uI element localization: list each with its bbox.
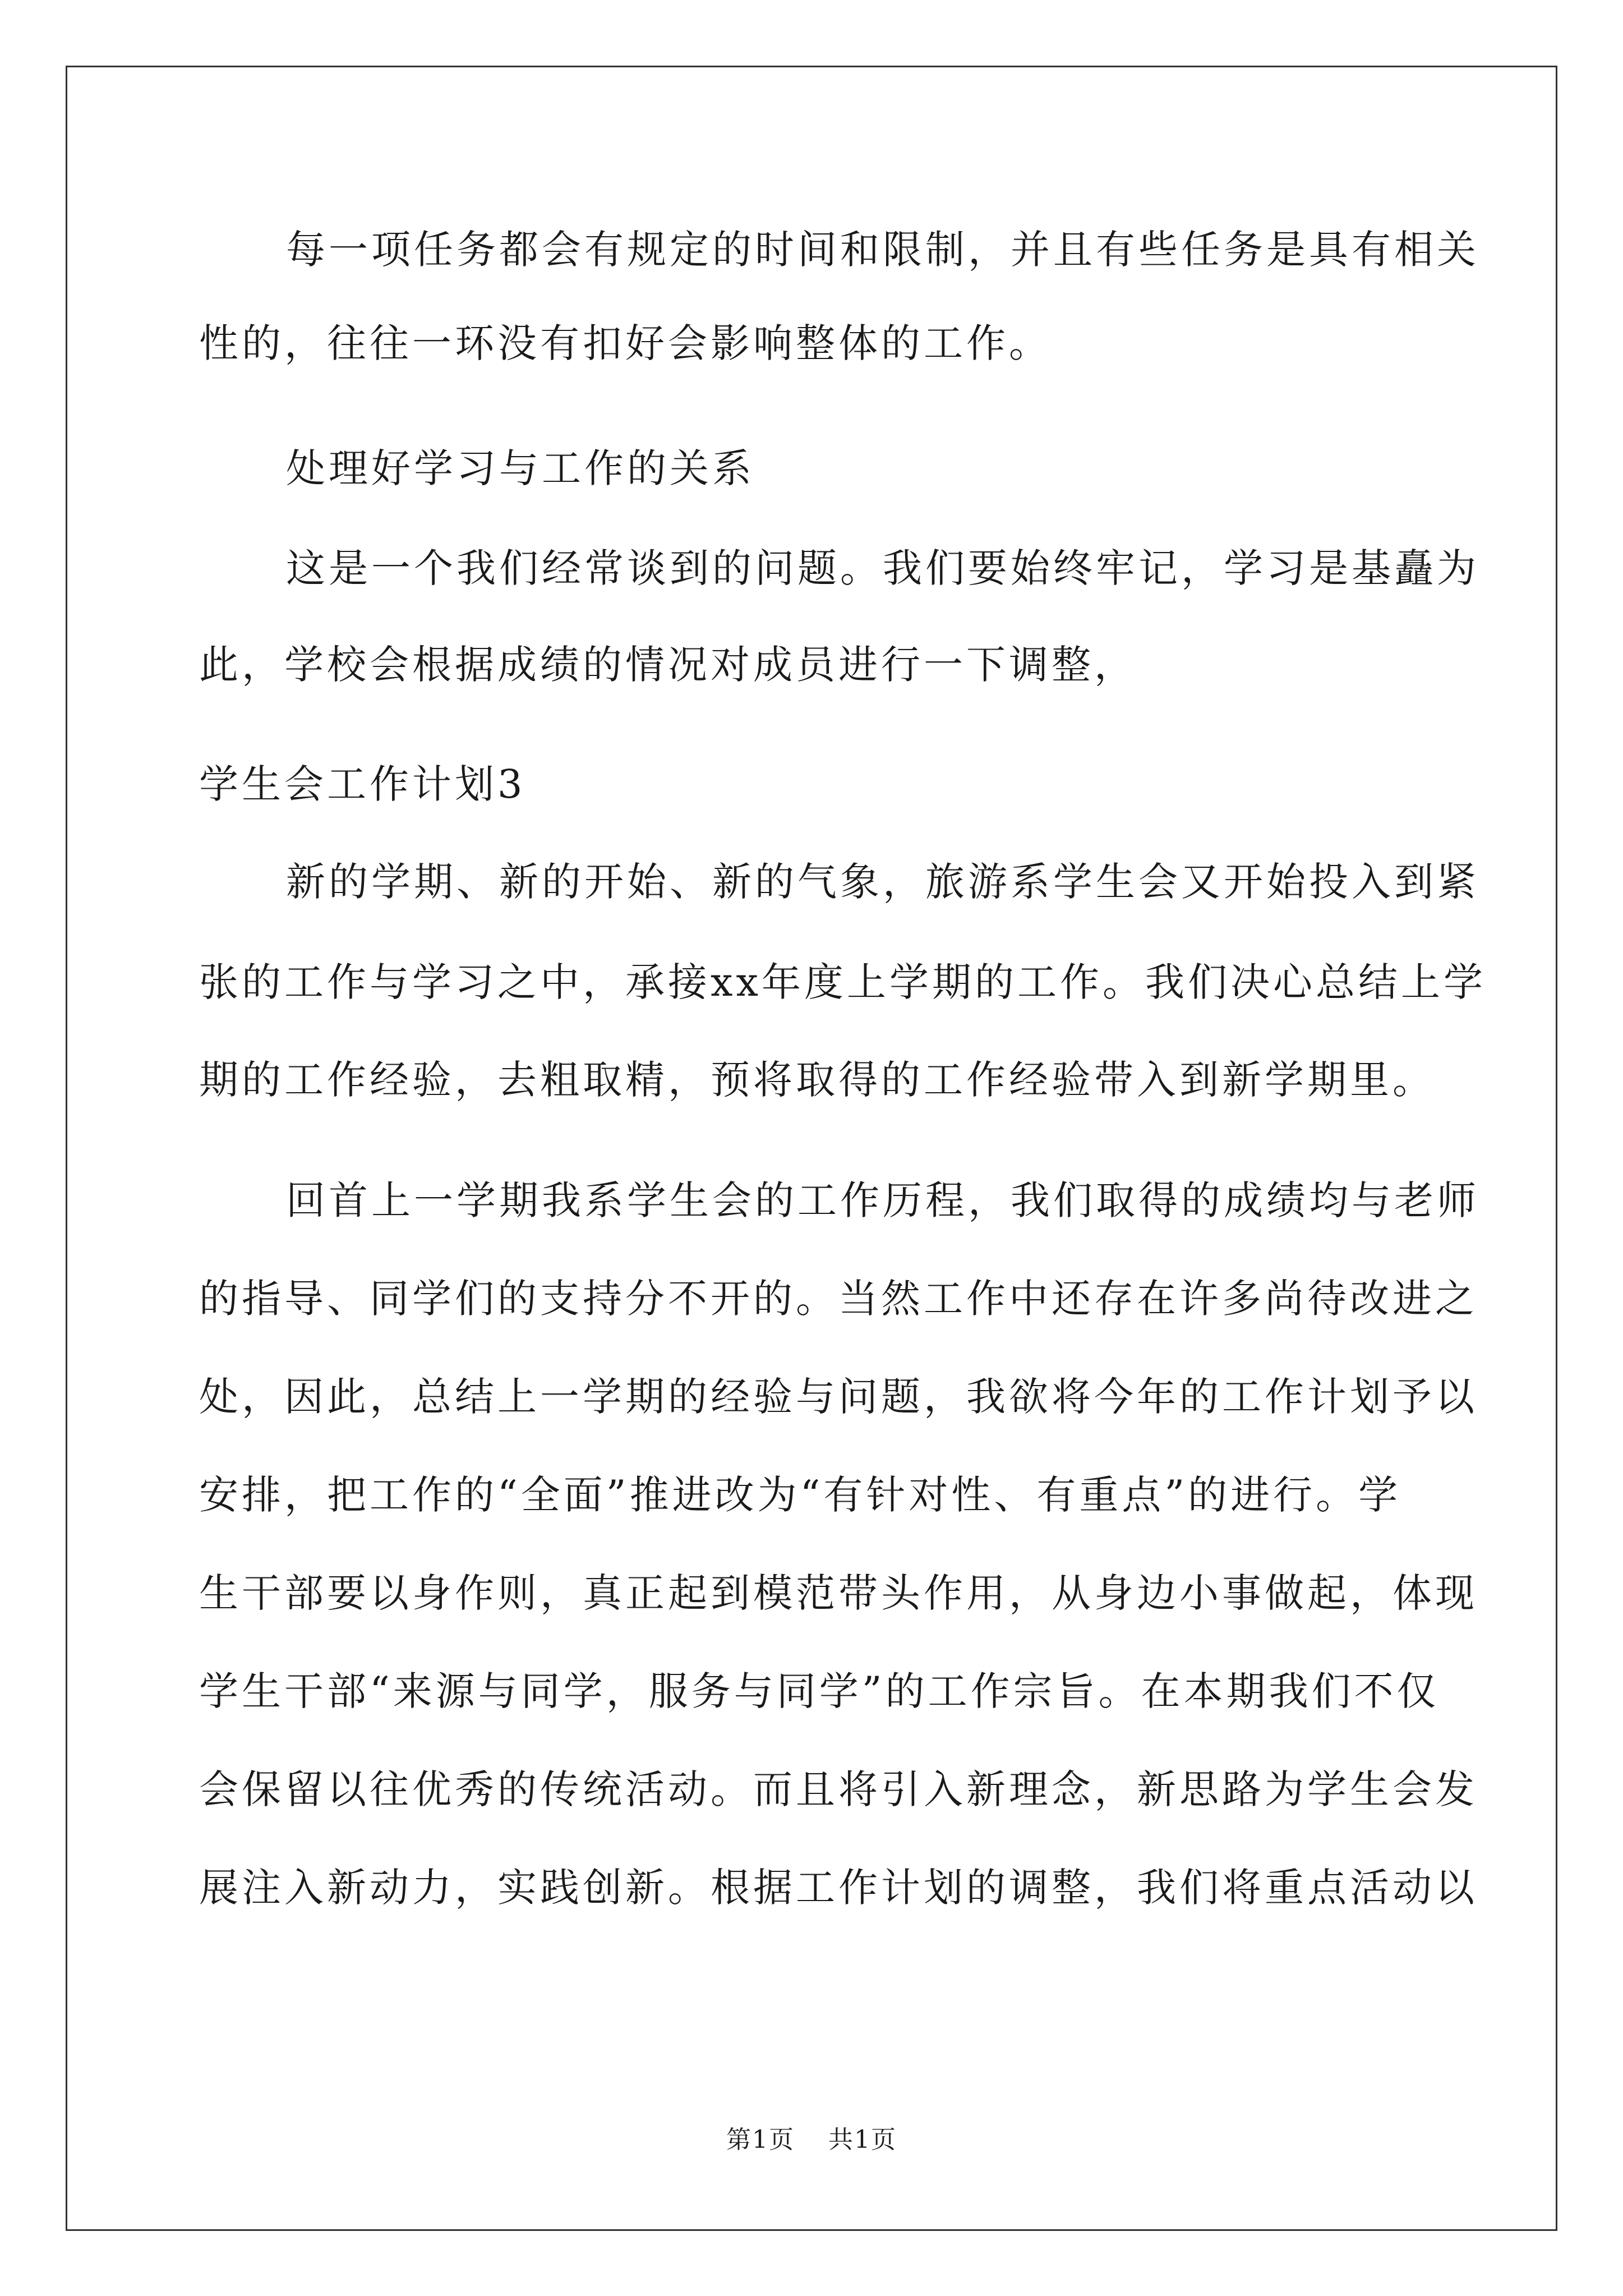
paragraph-line: 学生干部“来源与同学，服务与同学”的工作宗旨。在本期我们不仅 [199, 1668, 1440, 1714]
paragraph-line: 张的工作与学习之中，承接xx年度上学期的工作。我们决心总结上学 [199, 959, 1486, 1005]
page-number-total: 共1页 [828, 2125, 897, 2154]
section-heading: 学生会工作计划3 [199, 761, 526, 807]
paragraph-line: 这是一个我们经常谈到的问题。我们要始终牢记，学习是基矗为 [286, 545, 1479, 591]
paragraph-line: 会保留以往优秀的传统活动。而且将引入新理念，新思路为学生会发 [199, 1766, 1478, 1812]
paragraph-line: 生干部要以身作则，真正起到模范带头作用，从身边小事做起，体现 [199, 1570, 1478, 1616]
paragraph-line: 的指导、同学们的支持分不开的。当然工作中还存在许多尚待改进之 [199, 1276, 1478, 1322]
paragraph-line: 处，因此，总结上一学期的经验与问题，我欲将今年的工作计划予以 [199, 1374, 1478, 1420]
page-footer [0, 2123, 1623, 2157]
paragraph-line: 期的工作经验，去粗取精，预将取得的工作经验带入到新学期里。 [199, 1057, 1435, 1103]
paragraph-line: 新的学期、新的开始、新的气象，旅游系学生会又开始投入到紧 [286, 859, 1479, 905]
paragraph-line: 性的，往往一环没有扣好会影响整体的工作。 [199, 320, 1052, 366]
paragraph-line: 展注入新动力，实践创新。根据工作计划的调整，我们将重点活动以 [199, 1865, 1478, 1911]
paragraph-line: 每一项任务都会有规定的时间和限制，并且有些任务是具有相关 [286, 227, 1479, 273]
paragraph-line: 此，学校会根据成绩的情况对成员进行一下调整， [199, 642, 1137, 688]
paragraph-line: 回首上一学期我系学生会的工作历程，我们取得的成绩均与老师 [286, 1177, 1479, 1223]
page-number-current: 第1页 [726, 2125, 795, 2154]
paragraph-line: 安排，把工作的“全面”推进改为“有针对性、有重点”的进行。学 [199, 1472, 1401, 1518]
paragraph-line: 处理好学习与工作的关系 [286, 445, 755, 491]
